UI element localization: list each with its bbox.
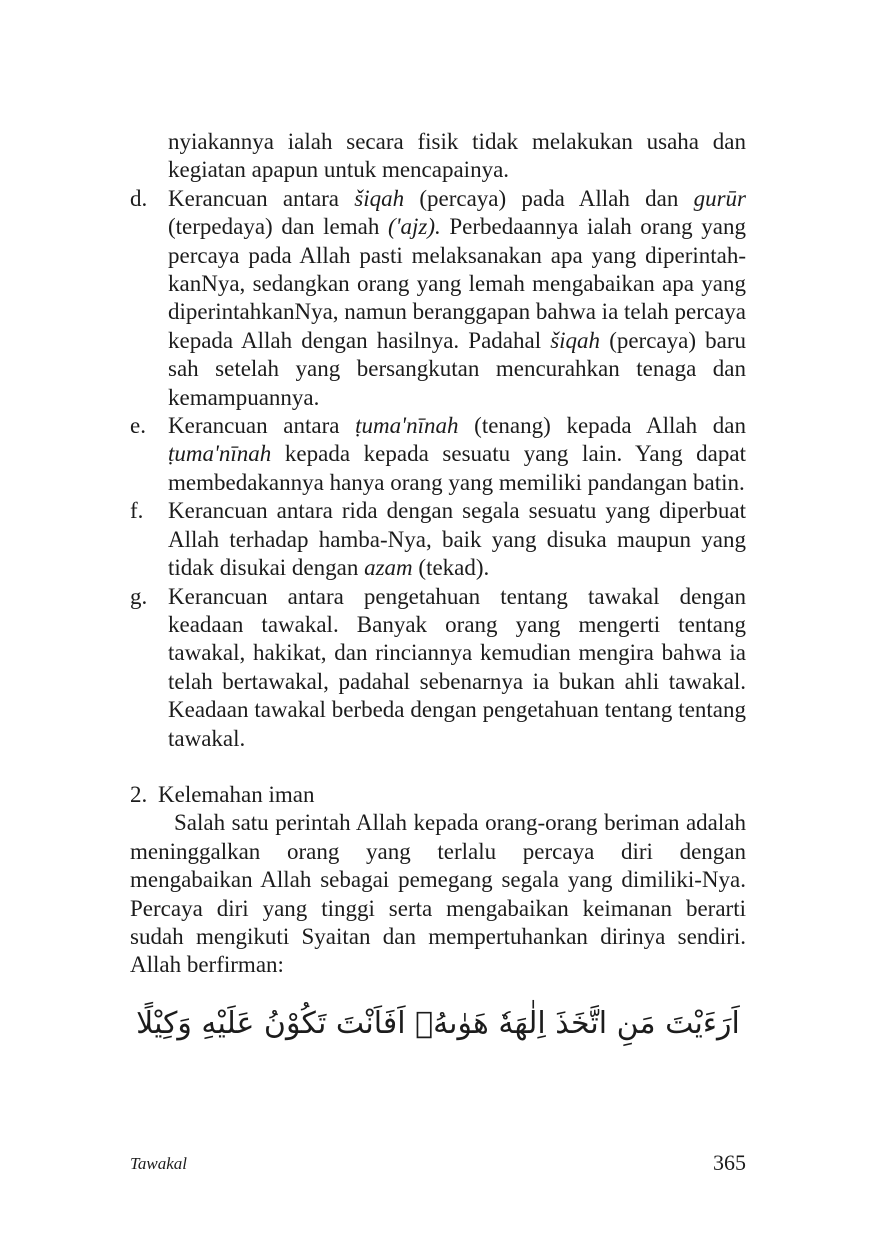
list-marker-d: d. [130, 185, 148, 211]
list-marker-e: e. [130, 413, 146, 439]
page-number: 365 [713, 1150, 746, 1175]
item-f-text: Kerancuan antara rida dengan segala sesuatu yang diperbuat Allah terhadap hamba-Nya, baik yang disuka maupun yang tidak disukai dengan [168, 498, 746, 581]
section-paragraph: Salah satu perintah Allah kepada orang-orang beriman adalah meninggalkan orang yang terlalu percaya diri dengan mengabaikan Allah sebagai pemegang segala yang dimiliki-Nya. Percaya diri yang tinggi serta mengabaikan keimanan berarti sudah mengikuti Syaitan dan mempertuhankan dirinya sendiri. Allah berfirman: [130, 810, 746, 978]
term-azam: azam [364, 555, 413, 581]
item-e-text: (tenang) kepada Allah dan [458, 413, 746, 439]
list-marker-g: g. [130, 583, 148, 609]
item-e-text: Kerancuan antara [168, 413, 356, 439]
list-marker-f: f. [130, 498, 144, 524]
term-ajz: ('ajz). [387, 214, 441, 240]
carryover-paragraph: nyiakannya ialah secara fisik tidak melakukan usaha dan kegiatan apapun untuk mencapainya. [168, 129, 746, 183]
footer-book-title: Tawakal [130, 1154, 188, 1173]
term-siqah: šiqah [354, 185, 405, 211]
list-item-g [130, 583, 746, 753]
term-tumaninah: ṭuma'nīnah [355, 413, 459, 439]
term-tumaninah: ṭuma'nīnah [168, 441, 272, 467]
section-heading [130, 781, 746, 809]
list-item-d [130, 185, 746, 412]
quran-verse: اَرَءَيْتَ مَنِ اتَّخَذَ اِلٰهَهٗ هَوٰىهُۗ اَفَاَنْتَ تَكُوْنُ عَلَيْهِ وَكِيْلًا [136, 1005, 740, 1041]
page-footer [130, 1150, 746, 1180]
term-gurur: gurūr [693, 185, 746, 211]
item-d-text: (percaya) baru sah setelah yang bersangkutan mencurahkan tenaga dan kemampuannya. [168, 327, 746, 410]
item-d-text: Perbedaannya ialah orang yang percaya pada Allah pasti melaksanakan apa yang diperintah-kanNya, sedangkan orang yang lemah mengabaikan apa yang diperintahkanNya, namun beranggapan bahwa ia telah percaya kepada Allah dengan hasilnya. Padahal [168, 214, 746, 353]
item-e-text: kepada kepada sesuatu yang lain. Yang dapat membedakannya hanya orang yang memiliki pandangan batin. [168, 441, 746, 495]
item-d-text: Kerancuan antara [168, 185, 355, 211]
page-body [130, 128, 746, 1046]
list-item-e [130, 412, 746, 497]
section-number: 2. [130, 781, 148, 807]
item-g-text: Kerancuan antara pengetahuan tentang tawakal dengan keadaan tawakal. Banyak orang yang mengerti tentang tawakal, hakikat, dan rinciannya kemudian mengira bahwa ia telah bertawakal, padahal sebenarnya ia bukan ahli tawakal. Keadaan tawakal berbeda dengan pengetahuan tentang tentang tawakal. [168, 583, 746, 751]
item-f-text: (tekad). [412, 555, 490, 581]
item-d-text: (terpedaya) dan lemah [168, 214, 388, 240]
section-title: Kelemahan iman [158, 781, 315, 807]
term-siqah: šiqah [550, 327, 601, 353]
list-item-f [130, 497, 746, 582]
item-d-text: (percaya) pada Allah dan [404, 185, 694, 211]
